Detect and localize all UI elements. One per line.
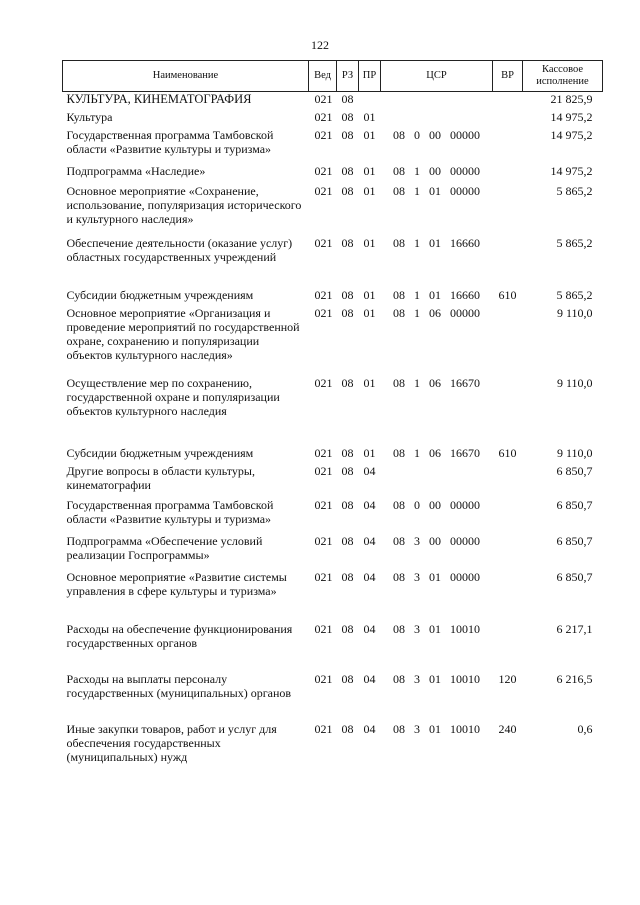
row-ved: 021 (314, 109, 333, 124)
row-name: Основное мероприятие «Организация и проведение мероприятий по государственной охране, сохранению и популяризации объектов культурного наследия» (66, 305, 300, 362)
row-rz: 08 (341, 463, 354, 478)
row-name: Субсидии бюджетным учреждениям (66, 287, 254, 302)
row-csr: 08 1 01 00000 (393, 183, 480, 198)
row-pr (359, 92, 381, 110)
header-ved: Вед (309, 61, 337, 92)
row-rz: 08 (341, 497, 354, 512)
row-name: Подпрограмма «Обеспечение условий реализации Госпрограммы» (66, 533, 263, 562)
row-ved: 021 (314, 533, 333, 548)
row-name: Подпрограмма «Наследие» (66, 163, 206, 178)
row-rz: 08 (341, 127, 354, 142)
row-name: Государственная программа Тамбовской области «Развитие культуры и туризма» (66, 497, 274, 526)
row-name: Культура (66, 109, 113, 124)
row-csr: 08 3 01 10010 (393, 721, 480, 736)
row-csr: 08 1 06 00000 (393, 305, 480, 320)
row-name: Государственная программа Тамбовской области «Развитие культуры и туризма» (66, 127, 274, 156)
row-rz: 08 (341, 621, 354, 636)
row-amount: 6 850,7 (556, 463, 593, 478)
row-csr: 08 1 06 16670 (393, 445, 480, 460)
row-rz: 08 (341, 109, 354, 124)
row-rz: 08 (341, 671, 354, 686)
row-csr: 08 1 01 16660 (393, 287, 480, 302)
row-ved: 021 (314, 92, 333, 106)
row-vr (493, 376, 523, 446)
table-row (63, 376, 603, 446)
row-amount: 9 110,0 (556, 305, 593, 320)
row-vr (493, 464, 523, 498)
row-pr: 01 (363, 109, 376, 124)
table-row (63, 722, 603, 764)
row-name: Обеспечение деятельности (оказание услуг) областных государственных учреждений (66, 235, 293, 264)
row-amount: 6 850,7 (556, 497, 593, 512)
table-row (63, 570, 603, 622)
row-name: Расходы на обеспечение функционирования государственных органов (66, 621, 293, 650)
row-vr (493, 184, 523, 236)
table-body (63, 92, 603, 764)
row-vr (493, 306, 523, 376)
row-ved: 021 (314, 287, 333, 302)
row-amount: 0,6 (577, 721, 593, 736)
row-amount: 5 865,2 (556, 287, 593, 302)
row-amount: 5 865,2 (556, 183, 593, 198)
row-rz: 08 (341, 183, 354, 198)
row-pr: 01 (363, 127, 376, 142)
row-amount: 6 850,7 (556, 533, 593, 548)
row-ved: 021 (314, 127, 333, 142)
row-csr: 08 1 01 16660 (393, 235, 480, 250)
row-vr (493, 570, 523, 622)
row-rz: 08 (341, 721, 354, 736)
row-vr (493, 164, 523, 184)
table-row (63, 288, 603, 306)
table-row (63, 672, 603, 722)
row-amount: 14 975,2 (550, 109, 593, 124)
table-row (63, 464, 603, 498)
row-amount: 6 217,1 (556, 621, 593, 636)
table-row (63, 92, 603, 110)
row-csr: 08 0 00 00000 (393, 497, 480, 512)
row-csr (381, 110, 493, 128)
row-pr: 01 (363, 287, 376, 302)
row-rz: 08 (341, 375, 354, 390)
header-amount: Кассовое исполнение (523, 61, 603, 92)
header-pr: ПР (359, 61, 381, 92)
row-rz: 08 (341, 569, 354, 584)
row-rz: 08 (341, 305, 354, 320)
row-csr (381, 464, 493, 498)
table-row (63, 164, 603, 184)
row-rz: 08 (341, 445, 354, 460)
header-csr: ЦСР (381, 61, 493, 92)
table-row (63, 184, 603, 236)
row-vr (493, 110, 523, 128)
row-rz: 08 (341, 533, 354, 548)
row-csr: 08 3 01 10010 (393, 621, 480, 636)
row-amount: 14 975,2 (550, 163, 593, 178)
row-ved: 021 (314, 305, 333, 320)
row-amount: 21 825,9 (550, 92, 593, 106)
row-vr (493, 498, 523, 534)
row-pr: 04 (363, 533, 376, 548)
row-rz: 08 (341, 287, 354, 302)
row-ved: 021 (314, 671, 333, 686)
page-number: 122 (311, 38, 329, 52)
row-pr: 01 (363, 375, 376, 390)
row-rz: 08 (341, 235, 354, 250)
row-ved: 021 (314, 621, 333, 636)
row-pr: 04 (363, 463, 376, 478)
header-rz: РЗ (337, 61, 359, 92)
row-csr: 08 0 00 00000 (393, 127, 480, 142)
row-pr: 01 (363, 445, 376, 460)
budget-table (62, 60, 603, 764)
row-ved: 021 (314, 497, 333, 512)
row-ved: 021 (314, 183, 333, 198)
row-ved: 021 (314, 163, 333, 178)
row-vr: 120 (498, 671, 517, 686)
row-vr (493, 534, 523, 570)
row-ved: 021 (314, 445, 333, 460)
row-amount: 5 865,2 (556, 235, 593, 250)
table-row (63, 306, 603, 376)
row-pr: 04 (363, 497, 376, 512)
row-vr (493, 92, 523, 110)
row-pr: 04 (363, 569, 376, 584)
table-header-row (63, 61, 603, 92)
row-csr: 08 1 06 16670 (393, 375, 480, 390)
row-vr: 240 (498, 721, 517, 736)
row-pr: 01 (363, 183, 376, 198)
row-pr: 01 (363, 235, 376, 250)
row-ved: 021 (314, 463, 333, 478)
table-row (63, 446, 603, 464)
header-name: Наименование (63, 61, 309, 92)
row-name: Субсидии бюджетным учреждениям (66, 445, 254, 460)
row-pr: 04 (363, 671, 376, 686)
table-row (63, 110, 603, 128)
row-ved: 021 (314, 569, 333, 584)
row-amount: 9 110,0 (556, 375, 593, 390)
row-pr: 01 (363, 163, 376, 178)
row-name: КУЛЬТУРА, КИНЕМАТОГРАФИЯ (66, 92, 252, 106)
row-vr: 610 (498, 287, 517, 302)
table-row (63, 498, 603, 534)
row-vr (493, 236, 523, 288)
row-rz: 08 (341, 92, 354, 106)
row-pr: 01 (363, 305, 376, 320)
row-vr (493, 128, 523, 164)
row-name: Осуществление мер по сохранению, государственной охране и популяризации объектов культурного наследия (66, 375, 280, 418)
row-name: Иные закупки товаров, работ и услуг для обеспечения государственных (муниципальных) нужд (66, 721, 277, 764)
row-ved: 021 (314, 721, 333, 736)
row-name: Основное мероприятие «Сохранение, использование, популяризация исторического и культурного наследия» (66, 183, 302, 226)
row-csr: 08 3 01 00000 (393, 569, 480, 584)
row-ved: 021 (314, 235, 333, 250)
table-row (63, 622, 603, 672)
table-row (63, 236, 603, 288)
row-csr: 08 1 00 00000 (393, 163, 480, 178)
row-csr: 08 3 01 10010 (393, 671, 480, 686)
row-csr: 08 3 00 00000 (393, 533, 480, 548)
table-row (63, 534, 603, 570)
row-csr (381, 92, 493, 110)
header-vr: ВР (493, 61, 523, 92)
row-amount: 6 216,5 (556, 671, 593, 686)
row-name: Основное мероприятие «Развитие системы управления в сфере культуры и туризма» (66, 569, 287, 598)
row-amount: 14 975,2 (550, 127, 593, 142)
row-ved: 021 (314, 375, 333, 390)
row-vr (493, 622, 523, 672)
table-row (63, 128, 603, 164)
row-pr: 04 (363, 721, 376, 736)
row-amount: 6 850,7 (556, 569, 593, 584)
row-amount: 9 110,0 (556, 445, 593, 460)
row-pr: 04 (363, 621, 376, 636)
row-rz: 08 (341, 163, 354, 178)
row-name: Другие вопросы в области культуры, кинематографии (66, 463, 255, 492)
row-vr: 610 (498, 445, 517, 460)
row-name: Расходы на выплаты персоналу государственных (муниципальных) органов (66, 671, 292, 700)
